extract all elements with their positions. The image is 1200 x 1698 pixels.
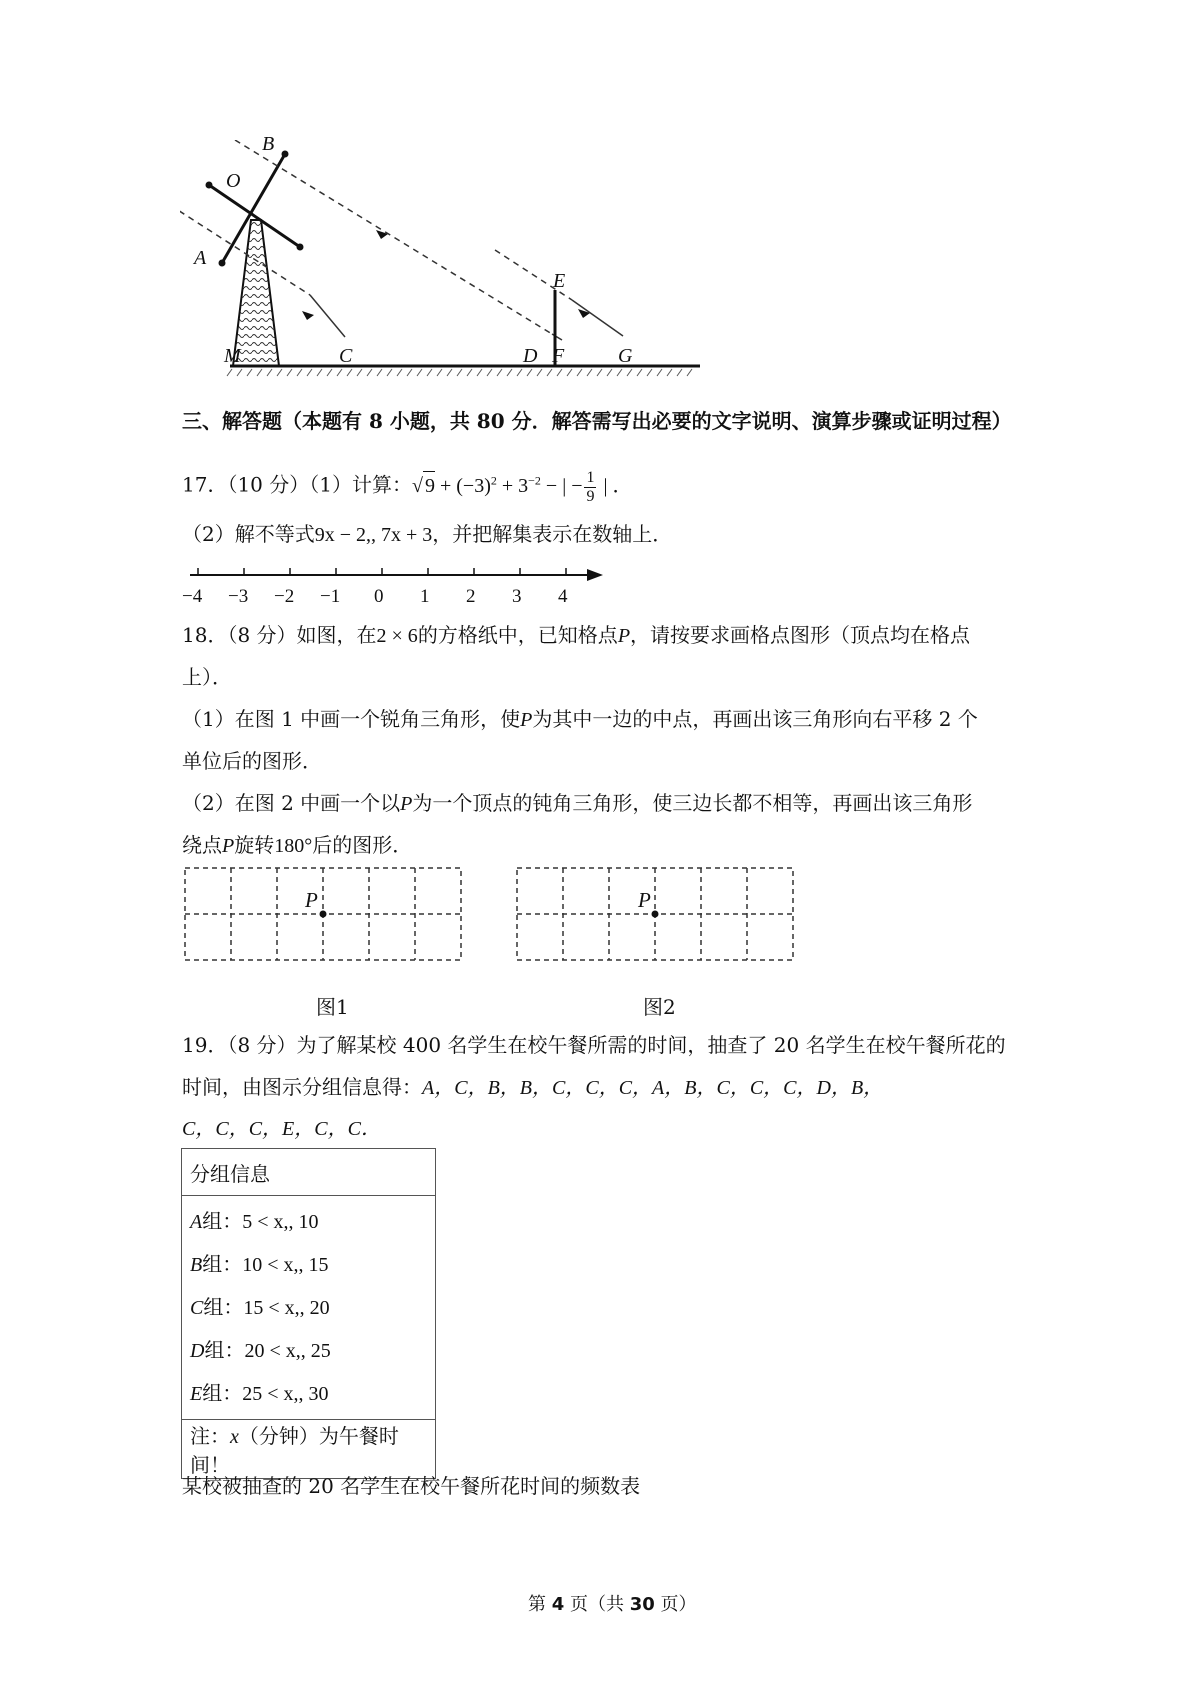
group-table-note: 注：x（分钟）为午餐时间！ <box>182 1420 436 1479</box>
q17-inequality: 9x − 2,, 7x + 3 <box>314 524 433 546</box>
q18-p2-line2: 绕点P旋转180°后的图形． <box>182 833 413 857</box>
q17-part1 <box>182 466 633 506</box>
tick-label: 3 <box>512 586 522 607</box>
grid-figure-2 <box>516 867 796 965</box>
label-m: M <box>224 345 241 367</box>
page-footer: 第 4 页（共 30 页） <box>528 1594 697 1615</box>
group-row-d: D组：20 < x,, 25 <box>190 1338 331 1362</box>
label-a: A <box>194 247 207 269</box>
number-line-ticks <box>182 586 612 612</box>
q19-table-caption: 某校被抽查的 20 名学生在校午餐所花时间的频数表 <box>182 1474 641 1498</box>
grid1-point-p: P <box>305 888 318 912</box>
fig2-caption: 图2 <box>643 995 676 1019</box>
tick-label: −4 <box>182 586 203 607</box>
q19-line3: C，C，C，E，C，C． <box>182 1118 381 1140</box>
label-b: B <box>262 133 275 155</box>
label-o: O <box>226 170 241 192</box>
section-heading: 三、解答题（本题有 8 小题，共 80 分．解答需写出必要的文字说明、演算步骤或证明过程） <box>182 409 1012 433</box>
label-c: C <box>339 345 353 367</box>
q17-prefix: 17．（10 分）（1）计算： <box>182 472 412 497</box>
tick-label: −1 <box>320 586 341 607</box>
q18-p1-line1: （1）在图 1 中画一个锐角三角形，使P为其中一边的中点，再画出该三角形向右平移 2 个 <box>182 707 978 731</box>
group-table-header: 分组信息 <box>182 1149 436 1196</box>
windmill-shadow-figure <box>180 140 720 400</box>
tick-label: 0 <box>374 586 384 607</box>
label-e: E <box>553 270 566 292</box>
label-g: G <box>618 345 633 367</box>
q19-line2: 时间，由图示分组信息得：A，C，B，B，C，C，C，A，B，C，C，C，D，B， <box>182 1075 884 1099</box>
tick-label: −3 <box>228 586 249 607</box>
label-d: D <box>523 345 538 367</box>
q17-part2: （2）解不等式9x − 2,, 7x + 3，并把解集表示在数轴上． <box>182 522 673 546</box>
q18-line1: 18．（8 分）如图，在2 × 6的方格纸中，已知格点P，请按要求画格点图形（顶点均在格点 <box>182 623 971 647</box>
grid-figure-1 <box>184 867 464 965</box>
tick-label: −2 <box>274 586 295 607</box>
group-row-a: A组：5 < x,, 10 <box>190 1209 319 1233</box>
q18-p1-line2: 单位后的图形． <box>182 749 322 773</box>
q19-line1: 19．（8 分）为了解某校 400 名学生在校午餐所需的时间，抽查了 20 名学生在校午餐所花的 <box>182 1033 1006 1057</box>
label-f: F <box>552 345 565 367</box>
q18-line2: 上）． <box>182 665 232 689</box>
tick-label: 4 <box>558 586 568 607</box>
group-row-b: B组：10 < x,, 15 <box>190 1252 329 1276</box>
page-number: 4 <box>551 1594 565 1615</box>
group-info-table <box>181 1148 436 1479</box>
fig1-caption: 图1 <box>316 995 349 1019</box>
q17-expression: √ $9 + (-3)^2 + 3^{-2}$ − | − $\frac{1}{9}$ | ． <box>411 468 633 505</box>
grid2-point-p: P <box>638 888 651 912</box>
tick-label: 2 <box>466 586 476 607</box>
group-row-e: E组：25 < x,, 30 <box>190 1381 329 1405</box>
tick-label: 1 <box>420 586 430 607</box>
page-total: 30 <box>629 1594 655 1615</box>
group-row-c: C组：15 < x,, 20 <box>190 1295 330 1319</box>
q18-p2-line1: （2）在图 2 中画一个以P为一个顶点的钝角三角形，使三边长都不相等，再画出该三角形 <box>182 791 973 815</box>
